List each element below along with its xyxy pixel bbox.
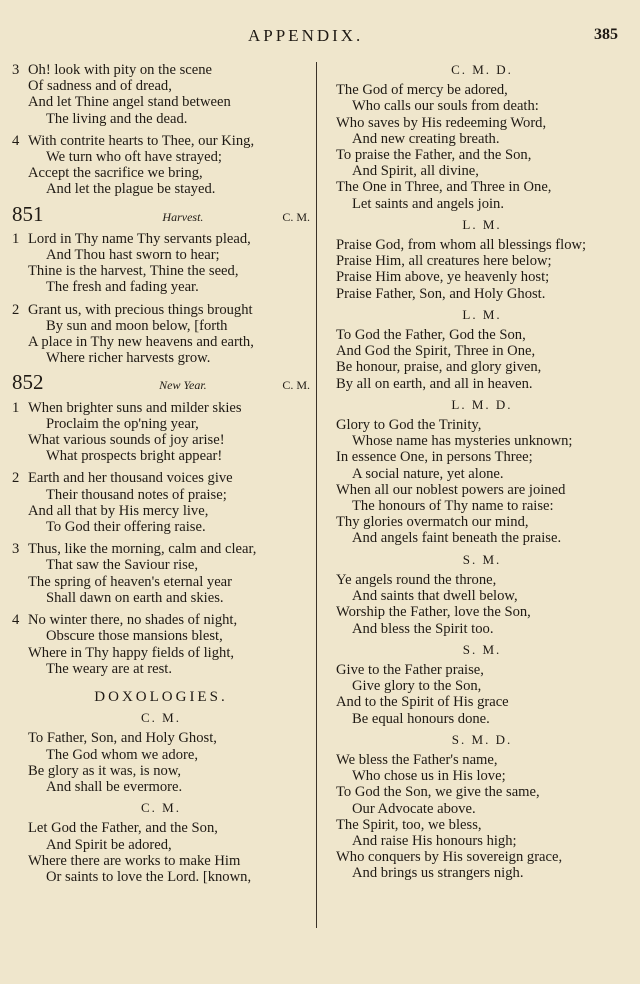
verse-line: And brings us strangers nigh. <box>352 865 524 882</box>
verse-line: Their thousand notes of praise; <box>46 486 227 503</box>
section-title: DOXOLOGIES. <box>94 688 228 705</box>
verse-line: And all that by His mercy live, <box>28 502 209 519</box>
hymn-meter: C. M. <box>282 209 310 224</box>
doxology <box>12 800 310 885</box>
verse-line: To God the Father, God the Son, <box>336 327 526 344</box>
meter-heading: C. M. <box>141 710 181 726</box>
doxology <box>336 642 628 727</box>
verse-number: 2 <box>12 470 20 487</box>
verse-line: The One in Three, and Three in One, <box>336 179 552 196</box>
verse-number: 4 <box>12 132 20 149</box>
verse-number: 1 <box>12 399 20 416</box>
verse-line: That saw the Saviour rise, <box>46 557 198 574</box>
verse-line: Proclaim the op'ning year, <box>46 415 199 432</box>
verse-number: 4 <box>12 612 20 629</box>
verse <box>12 302 310 367</box>
verse-line: Where richer harvests grow. <box>46 350 211 367</box>
verse <box>12 62 310 127</box>
doxology <box>336 732 628 882</box>
verse-line: Earth and her thousand voices give <box>28 470 233 487</box>
verse-line: Shall dawn on earth and skies. <box>46 589 224 606</box>
verse-line: And Spirit be adored, <box>46 836 172 853</box>
verse-line: Obscure those mansions blest, <box>46 628 223 645</box>
verse-line: Praise Him above, ye heavenly host; <box>336 269 550 286</box>
right-column <box>336 62 628 886</box>
verse-line: Grant us, with precious things brought <box>28 301 253 318</box>
hymn-number: 851 <box>12 201 44 226</box>
verse-line: Who chose us in His love; <box>352 768 506 785</box>
verse-line: Oh! look with pity on the scene <box>28 62 213 78</box>
verse-line: Let saints and angels join. <box>352 195 504 212</box>
verse-line: What prospects bright appear! <box>46 448 223 465</box>
verse-line: What various sounds of joy arise! <box>28 432 225 449</box>
verse-number: 2 <box>12 301 20 318</box>
verse-line: And shall be evermore. <box>46 778 183 795</box>
verse-line: And raise His honours high; <box>352 832 517 849</box>
verse-line: And Thou hast sworn to hear; <box>46 247 220 264</box>
verse-line: And to the Spirit of His grace <box>336 694 509 711</box>
verse-line: Praise Father, Son, and Holy Ghost. <box>336 285 546 302</box>
verse <box>12 231 310 296</box>
verse-line: Thine is the harvest, Thine the seed, <box>28 263 239 280</box>
verse-line: Or saints to love the Lord. [known, <box>46 868 252 885</box>
meter-heading: L. M. <box>462 216 502 232</box>
verse-line: And God the Spirit, Three in One, <box>336 343 536 360</box>
verse-line: The God whom we adore, <box>46 746 198 763</box>
meter-heading: L. M. <box>462 306 502 322</box>
verse-line: Thy glories overmatch our mind, <box>336 514 529 531</box>
verse-line: The Spirit, too, we bless, <box>336 816 482 833</box>
verse-line: Praise God, from whom all blessings flow; <box>336 237 587 254</box>
left-column <box>12 62 310 889</box>
verse-line: By sun and moon below, [forth <box>46 317 228 334</box>
verse-line: Our Advocate above. <box>352 800 476 817</box>
verse-line: Be equal honours done. <box>352 710 490 727</box>
verse-line: Praise Him, all creatures here below; <box>336 253 552 270</box>
verse-line: When brighter suns and milder skies <box>28 399 242 416</box>
verse-line: Of sadness and of dread, <box>28 78 172 95</box>
verse-line: No winter there, no shades of night, <box>28 612 238 629</box>
verse-line: Worship the Father, love the Son, <box>336 604 531 621</box>
verse-number: 1 <box>12 230 20 247</box>
verse-line: Thus, like the morning, calm and clear, <box>28 541 257 558</box>
hymn-topic: Harvest. <box>162 209 204 224</box>
verse-line: And new creating breath. <box>352 130 500 147</box>
meter-heading: L. M. D. <box>451 396 513 412</box>
verse <box>12 612 310 677</box>
verse-line: And bless the Spirit too. <box>352 620 494 637</box>
verse-line: Lord in Thy name Thy servants plead, <box>28 230 251 247</box>
verse-line: A social nature, yet alone. <box>352 465 504 482</box>
doxology <box>12 710 310 795</box>
verse <box>12 470 310 535</box>
verse-line: The living and the dead. <box>46 110 188 127</box>
hymn-number: 852 <box>12 370 44 395</box>
verse-line: With contrite hearts to Thee, our King, <box>28 132 255 149</box>
verse-number: 3 <box>12 541 20 558</box>
page-number: 385 <box>594 26 618 43</box>
verse-line: And let the plague be stayed. <box>46 181 216 198</box>
hymn-header <box>12 370 310 395</box>
verse <box>12 400 310 465</box>
verse-line: Be honour, praise, and glory given, <box>336 359 542 376</box>
verse-line: Give glory to the Son, <box>352 678 482 695</box>
verse-line: To Father, Son, and Holy Ghost, <box>28 730 217 747</box>
verse-line: Be glory as it was, is now, <box>28 762 182 779</box>
verse-line: Accept the sacrifice we bring, <box>28 165 203 182</box>
meter-heading: S. M. D. <box>451 731 513 747</box>
page-header <box>0 22 640 52</box>
verse-line: To God their offering raise. <box>46 519 206 536</box>
verse-line: To God the Son, we give the same, <box>336 784 540 801</box>
meter-heading: C. M. <box>141 800 181 816</box>
verse-line: By all on earth, and all in heaven. <box>336 375 533 392</box>
column-divider <box>316 62 317 928</box>
verse-line: Who conquers by His sovereign grace, <box>336 849 563 866</box>
verse-line: We bless the Father's name, <box>336 751 498 768</box>
verse-line: Who calls our souls from death: <box>352 98 539 115</box>
verse-line: Whose name has mysteries unknown; <box>352 433 573 450</box>
verse-line: Glory to God the Trinity, <box>336 417 482 434</box>
verse-line: Ye angels round the throne, <box>336 571 497 588</box>
doxology <box>336 552 628 637</box>
verse-line: The weary are at rest. <box>46 660 172 677</box>
hymn-topic: New Year. <box>159 378 207 393</box>
verse-line: The God of mercy be adored, <box>336 82 508 99</box>
verse-line: And let Thine angel stand between <box>28 94 231 111</box>
doxology <box>336 62 628 212</box>
meter-heading: C. M. D. <box>451 62 513 77</box>
running-head: APPENDIX. <box>248 26 364 45</box>
verse-line: The honours of Thy name to raise: <box>352 498 554 515</box>
verse-line: And saints that dwell below, <box>352 588 518 605</box>
hymn-meter: C. M. <box>282 378 310 393</box>
verse-line: To praise the Father, and the Son, <box>336 147 532 164</box>
verse-line: And angels faint beneath the praise. <box>352 530 562 547</box>
verse-line: Where in Thy happy fields of light, <box>28 644 235 661</box>
doxology <box>336 397 628 547</box>
verse-line: Where there are works to make Him <box>28 852 241 869</box>
meter-heading: S. M. <box>462 641 502 657</box>
verse-line: Let God the Father, and the Son, <box>28 820 218 837</box>
verse-number: 3 <box>12 62 20 78</box>
verse-line: Give to the Father praise, <box>336 661 484 678</box>
doxology <box>336 217 628 302</box>
verse-line: In essence One, in persons Three; <box>336 449 533 466</box>
meter-heading: S. M. <box>462 551 502 567</box>
verse-line: Who saves by His redeeming Word, <box>336 114 547 131</box>
verse <box>12 541 310 606</box>
verse <box>12 133 310 198</box>
verse-line: The spring of heaven's eternal year <box>28 573 233 590</box>
doxology <box>336 307 628 392</box>
verse-line: The fresh and fading year. <box>46 279 199 296</box>
verse-line: We turn who oft have strayed; <box>46 149 222 166</box>
verse-line: A place in Thy new heavens and earth, <box>28 334 254 351</box>
hymn-header <box>12 201 310 226</box>
verse-line: And Spirit, all divine, <box>352 163 479 180</box>
verse-line: When all our noblest powers are joined <box>336 481 566 498</box>
